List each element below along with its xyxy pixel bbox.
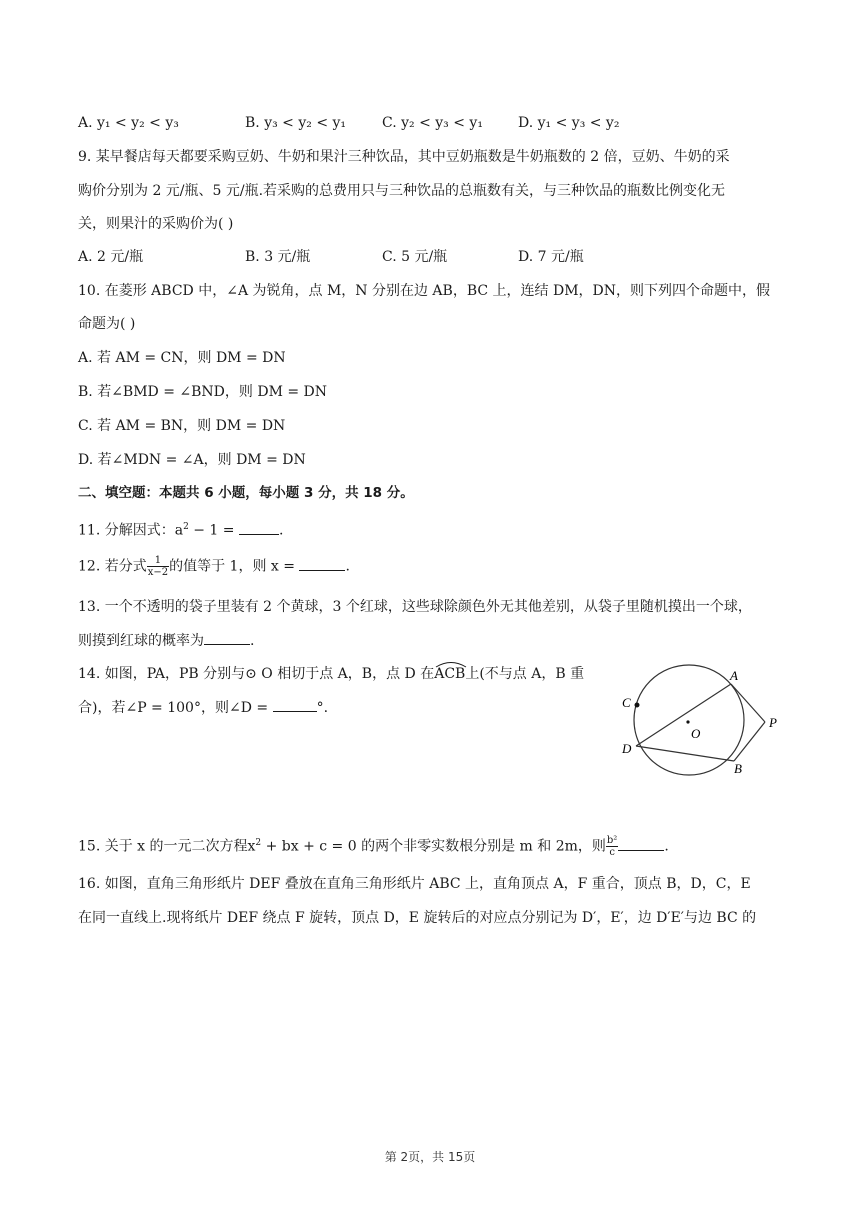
label-d: D <box>622 741 632 756</box>
q12-fraction <box>147 555 169 578</box>
q12-answer-blank <box>299 556 345 571</box>
section-heading: 二、填空题：本题共 6 小题，每小题 3 分，共 18 分。 <box>78 485 414 501</box>
q15-answer-blank <box>618 836 664 851</box>
q13-line-2-text: 则摸到红球的概率为 <box>78 633 204 649</box>
q10-option-b: B. 若∠BMD = ∠BND，则 DM = DN <box>78 384 328 400</box>
chord-da <box>636 684 731 746</box>
label-b: B <box>734 761 742 776</box>
q11 <box>78 517 283 541</box>
tangent-pb <box>734 722 765 761</box>
arc-mark-icon <box>434 660 468 668</box>
q14-line-2a: 合)，若∠P = 100°，则∠D = <box>78 700 273 716</box>
q9-option-d: D. 7 元/瓶 <box>518 249 584 265</box>
q13-line-2 <box>78 630 254 651</box>
q11-answer-blank <box>239 520 279 535</box>
q10-option-a: A. 若 AM = CN，则 DM = DN <box>78 350 286 366</box>
q15 <box>78 833 669 858</box>
q14-line-2b: °. <box>316 700 329 716</box>
q13-answer-blank <box>204 630 250 645</box>
q10-line-2: 命题为( ) <box>78 316 136 332</box>
label-c: C <box>622 695 631 710</box>
q8-option-a: A. y₁ < y₂ < y₃ <box>78 115 179 131</box>
q9-line-2: 购价分别为 2 元/瓶、5 元/瓶.若采购的总费用只与三种饮品的总瓶数有关，与三种饮品的瓶数比例变化无 <box>78 183 726 199</box>
q13-line-1: 13. 一个不透明的袋子里装有 2 个黄球，3 个红球，这些球除颜色外无其他差别，从袋子里随机摸出一个球， <box>78 599 752 615</box>
tangent-pa <box>731 684 765 722</box>
q14-arc-label <box>434 664 465 684</box>
q15-fraction-numerator: b² <box>606 835 618 847</box>
q11-prefix: 11. 分解因式：a <box>78 522 184 539</box>
q15-fraction <box>606 835 618 858</box>
q14-suffix: 上(不与点 A，B 重 <box>465 666 585 682</box>
q9-line-1: 9. 某早餐店每天都要采购豆奶、牛奶和果汁三种饮品，其中豆奶瓶数是牛奶瓶数的 2 倍，豆奶、牛奶的采 <box>78 149 730 165</box>
q9-option-c: C. 5 元/瓶 <box>382 249 448 265</box>
q11-suffix: − 1 = <box>188 522 239 539</box>
q14-prefix: 14. 如图，PA，PB 分别与⊙ O 相切于点 A，B，点 D 在 <box>78 666 435 682</box>
q12-fraction-denominator: x−2 <box>147 567 169 578</box>
q12-fraction-numerator: 1 <box>147 555 169 567</box>
q15-middle: + bx + c = 0 的两个非零实数根分别是 m 和 2m，则 <box>261 838 606 855</box>
page-footer: 第 2页，共 15页 <box>384 1150 476 1164</box>
q13-end: . <box>250 633 255 649</box>
label-a: A <box>730 668 738 683</box>
q14-arc-text: ACB <box>434 666 466 682</box>
q8-option-b: B. y₃ < y₂ < y₁ <box>245 115 347 131</box>
point-o-dot <box>686 720 689 723</box>
circle-tangent-figure <box>612 660 787 785</box>
q10-option-d: D. 若∠MDN = ∠A，则 DM = DN <box>78 452 306 468</box>
label-p: P <box>769 715 777 730</box>
label-o: O <box>691 726 701 741</box>
q10-line-1: 10. 在菱形 ABCD 中，∠A 为锐角，点 M，N 分别在边 AB，BC 上，连结 DM，DN，则下列四个命题中，假 <box>78 283 771 299</box>
q15-prefix: 15. 关于 x 的一元二次方程x <box>78 838 256 855</box>
q12-suffix: 的值等于 1，则 x = <box>169 558 300 575</box>
q14-line-1 <box>78 664 584 684</box>
q12-end: . <box>345 558 350 575</box>
circle-o <box>634 665 744 775</box>
q9-option-b: B. 3 元/瓶 <box>245 249 311 265</box>
q8-option-c: C. y₂ < y₃ < y₁ <box>382 115 483 131</box>
q8-option-d: D. y₁ < y₃ < y₂ <box>518 115 620 131</box>
q10-option-c: C. 若 AM = BN，则 DM = DN <box>78 418 286 434</box>
q16-line-1: 16. 如图，直角三角形纸片 DEF 叠放在直角三角形纸片 ABC 上，直角顶点 A，F 重合，顶点 B，D，C，E <box>78 876 751 892</box>
q15-fraction-denominator: c <box>609 847 615 859</box>
q12 <box>78 555 350 578</box>
q14-answer-blank <box>273 697 317 712</box>
q12-prefix: 12. 若分式 <box>78 558 147 575</box>
q11-exponent: 2 <box>183 522 189 532</box>
q14-line-2 <box>78 697 328 718</box>
q11-end: . <box>278 522 284 539</box>
point-c-dot <box>635 703 640 708</box>
q15-end: . <box>664 838 669 855</box>
q16-line-2: 在同一直线上.现将纸片 DEF 绕点 F 旋转，顶点 D，E 旋转后的对应点分别记为 D′，E′，边 D′E′与边 BC 的 <box>78 910 757 926</box>
q15-exponent: 2 <box>255 838 262 848</box>
q9-option-a: A. 2 元/瓶 <box>78 249 144 265</box>
q9-line-3: 关，则果汁的采购价为( ) <box>78 216 234 232</box>
